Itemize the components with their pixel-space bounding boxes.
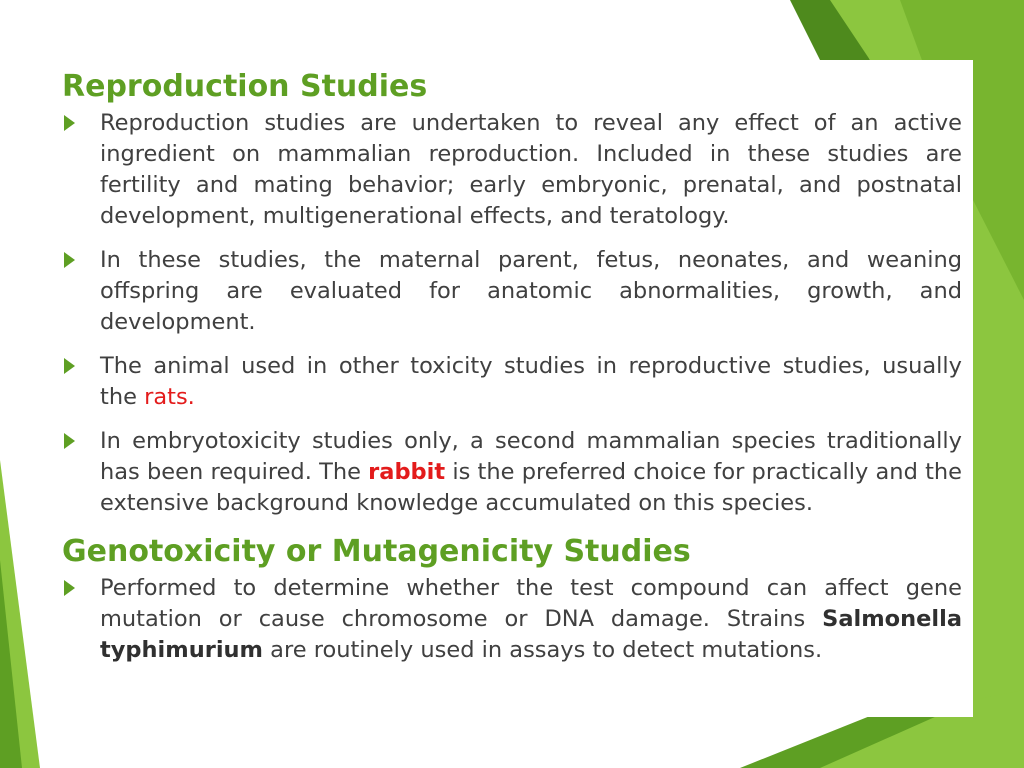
bullet-arrow-icon <box>64 115 75 131</box>
highlight-rabbit: rabbit <box>368 459 446 485</box>
highlight-salmonella: Salmonella typhimurium <box>100 606 962 663</box>
bullet-text <box>100 426 962 519</box>
heading-genotoxicity-studies: Genotoxicity or Mutagenicity Studies <box>62 534 691 569</box>
bullet-text: In these studies, the maternal parent, fetus, neonates, and weaning offspring are evaluated for anatomic abnormalities, growth, and development. <box>100 247 962 335</box>
bullet-genotoxicity-purpose <box>62 573 962 666</box>
bullet-text: Reproduction studies are undertaken to reveal any effect of an active ingredient on mammalian reproduction. Included in these studies are fertility and mating behavior; early embryonic, prenatal, and postnatal development, multigenerational effects, and teratology. <box>100 110 962 229</box>
bullet-text-part: The animal used in other toxicity studies in reproductive studies, usually the <box>100 353 962 410</box>
bullet-text-part: Performed to determine whether the test compound can affect gene mutation or cause chromosome or DNA damage. Strains <box>100 575 962 632</box>
bullet-text <box>100 351 962 413</box>
bullet-embryotoxicity <box>62 426 962 519</box>
bullet-arrow-icon <box>64 580 75 596</box>
heading-reproduction-studies: Reproduction Studies <box>62 69 428 104</box>
bullet-reproduction-overview <box>62 108 962 232</box>
highlight-rats: rats. <box>144 384 195 410</box>
bullet-arrow-icon <box>64 252 75 268</box>
bullet-text <box>100 573 962 666</box>
bullet-animal-used <box>62 351 962 413</box>
bullet-text-part: In embryotoxicity studies only, a second mammalian species traditionally has been required. The <box>100 428 962 485</box>
bullet-arrow-icon <box>64 433 75 449</box>
bullet-text-part: are routinely used in assays to detect mutations. <box>263 637 823 663</box>
bullet-arrow-icon <box>64 358 75 374</box>
bullet-text-part: is the preferred choice for practically and the extensive background knowledge accumulated on this species. <box>100 459 962 516</box>
slide-content <box>62 66 962 666</box>
bullet-evaluation-subjects <box>62 245 962 338</box>
